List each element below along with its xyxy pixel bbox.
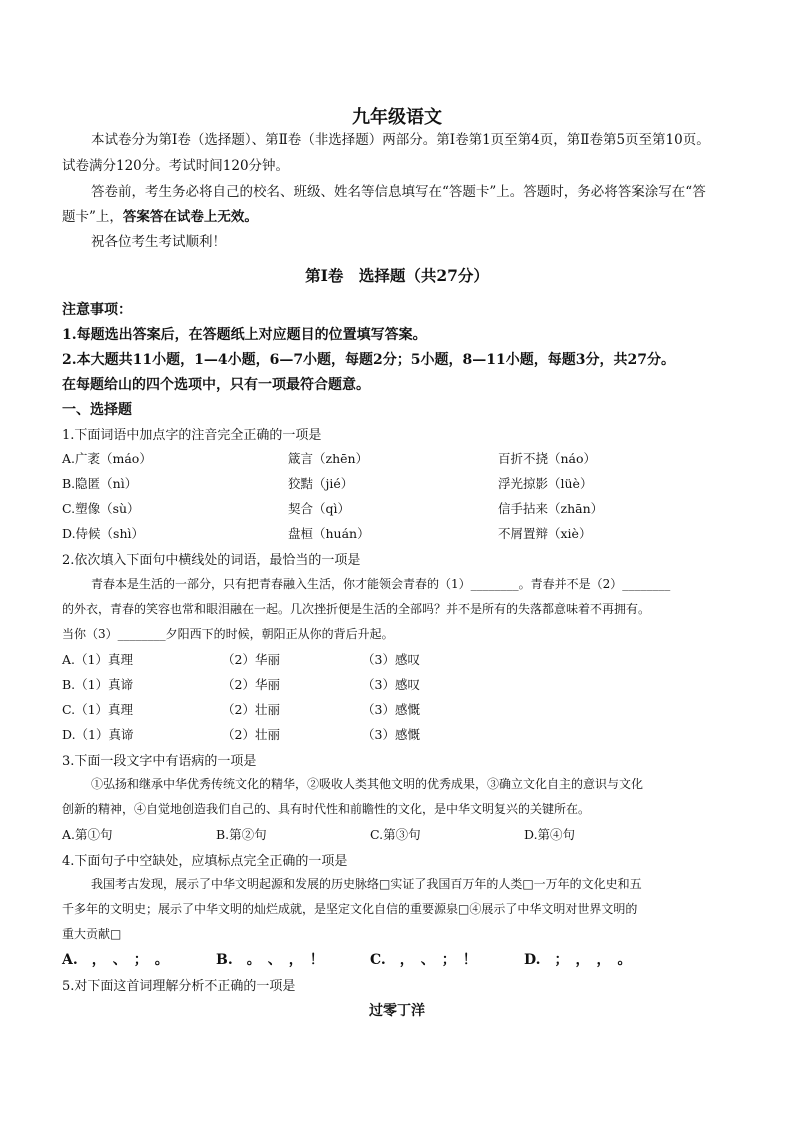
q1-d-2: 盘桓（huán） — [288, 526, 370, 541]
intro-line-1: 本试卷分为第Ⅰ卷（选择题）、第Ⅱ卷（非选择题）两部分。第Ⅰ卷第1页至第4页，第Ⅱ卷第5页至第10页。 — [91, 132, 710, 148]
q2-b-3: （3）感叹 — [362, 677, 420, 692]
q1-c-2: 契合（qì） — [288, 501, 350, 516]
q1-d-1: D.侍候（shì） — [62, 526, 145, 541]
q2-b-2: （2）华丽 — [222, 677, 280, 692]
intro-line-5: 祝各位考生考试顺利！ — [91, 234, 226, 250]
q2-stem: 2.依次填入下面句中横线处的词语，最恰当的一项是 — [62, 553, 361, 568]
q2-passage-1: 青春本是生活的一部分，只有把青春融入生活，你才能领会青春的（1）________。青春并不是（2）________ — [91, 577, 671, 591]
q4-stem: 4.下面句子中空缺处，应填标点完全正确的一项是 — [62, 854, 348, 869]
q2-c-3: （3）感慨 — [362, 702, 420, 717]
q1-d-3: 不屑置辩（xiè） — [498, 526, 592, 541]
poem-title: 过零丁洋 — [369, 1003, 425, 1019]
q2-c-2: （2）壮丽 — [222, 702, 280, 717]
q1-c-1: C.塑像（sù） — [62, 501, 140, 516]
q2-passage-3: 当你（3）________夕阳西下的时候，朝阳正从你的背后升起。 — [62, 627, 394, 641]
intro-line-4 — [62, 208, 258, 227]
q2-a-3: （3）感叹 — [362, 652, 420, 667]
q4-passage-3: 重大贡献□ — [62, 927, 122, 941]
q1-a-3: 百折不挠（náo） — [498, 451, 597, 466]
intro-line-3: 答卷前，考生务必将自己的校名、班级、姓名等信息填写在“答题卡”上。答题时，务必将答案涂写在“答 — [91, 184, 706, 200]
q1-stem: 1.下面词语中加点字的注音完全正确的一项是 — [62, 428, 322, 443]
q2-d-1: D.（1）真谛 — [62, 727, 134, 742]
q4-option-c: C. ， 、 ； ！ — [370, 952, 477, 968]
notice-2: 2.本大题共11小题，1—4小题，6—7小题，每题2分；5小题，8—11小题，每题3分，共27分。 — [62, 352, 675, 368]
q4-passage-1: 我国考古发现，展示了中华文明起源和发展的历史脉络□实证了我国百万年的人类□一万年的文化史和五 — [91, 877, 642, 891]
notice-3: 在每题给山的四个选项中，只有一项最符合题意。 — [62, 377, 370, 393]
q5-stem: 5.对下面这首词理解分析不正确的一项是 — [62, 979, 296, 994]
q3-passage-1: ①弘扬和继承中华优秀传统文化的精华，②吸收人类其他文明的优秀成果，③确立文化自主的意识与文化 — [91, 777, 644, 791]
notice-1: 1.每题选出答案后，在答题纸上对应题目的位置填写答案。 — [62, 327, 427, 343]
q4-passage-2: 千多年的文明史；展示了中华文明的灿烂成就，是坚定文化自信的重要源泉□④展示了中华文明对世界文明的 — [62, 902, 638, 916]
intro-line-4-plain: 题卡”上， — [62, 209, 123, 225]
page-title: 九年级语文 — [352, 107, 442, 128]
q2-b-1: B.（1）真谛 — [62, 677, 134, 692]
q1-c-3: 信手拈来（zhān） — [498, 501, 604, 516]
q4-option-d: D. ； ， ， 。 — [524, 952, 632, 968]
notice-label: 注意事项： — [62, 302, 132, 318]
q2-passage-2: 的外衣，青春的笑容也常和眼泪融在一起。几次挫折便是生活的全部吗？并不是所有的失落都意味着不再拥有。 — [62, 602, 651, 616]
q2-a-1: A.（1）真理 — [62, 652, 133, 667]
q3-option-d: D.第④句 — [524, 827, 576, 842]
q1-b-1: B.隐匿（nì） — [62, 476, 138, 491]
q2-d-3: （3）感慨 — [362, 727, 420, 742]
q3-option-c: C.第③句 — [370, 827, 421, 842]
q1-a-1: A.广袤（máo） — [62, 451, 152, 466]
q1-b-2: 狡黠（jié） — [288, 476, 354, 491]
intro-line-4-bold: 答案答在试卷上无效。 — [122, 209, 258, 225]
q4-option-b: B. 。 、 ， ！ — [216, 952, 324, 968]
q4-option-a: A. ， 、 ； 。 — [62, 952, 169, 968]
section-title: 第Ⅰ卷 选择题（共27分） — [305, 266, 489, 285]
part-heading: 一、选择题 — [62, 402, 132, 418]
intro-line-2: 试卷满分120分。考试时间120分钟。 — [62, 158, 290, 174]
q1-a-2: 箴言（zhēn） — [288, 451, 369, 466]
q2-d-2: （2）壮丽 — [222, 727, 280, 742]
q3-option-b: B.第②句 — [216, 827, 267, 842]
q3-passage-2: 创新的精神，④自觉地创造我们自己的、具有时代性和前瞻性的文化，是中华文明复兴的关键所在。 — [62, 802, 591, 816]
q1-b-3: 浮光掠影（lüè） — [498, 476, 593, 491]
q2-a-2: （2）华丽 — [222, 652, 280, 667]
q3-stem: 3.下面一段文字中有语病的一项是 — [62, 754, 257, 769]
q2-c-1: C.（1）真理 — [62, 702, 134, 717]
q3-option-a: A.第①句 — [62, 827, 113, 842]
